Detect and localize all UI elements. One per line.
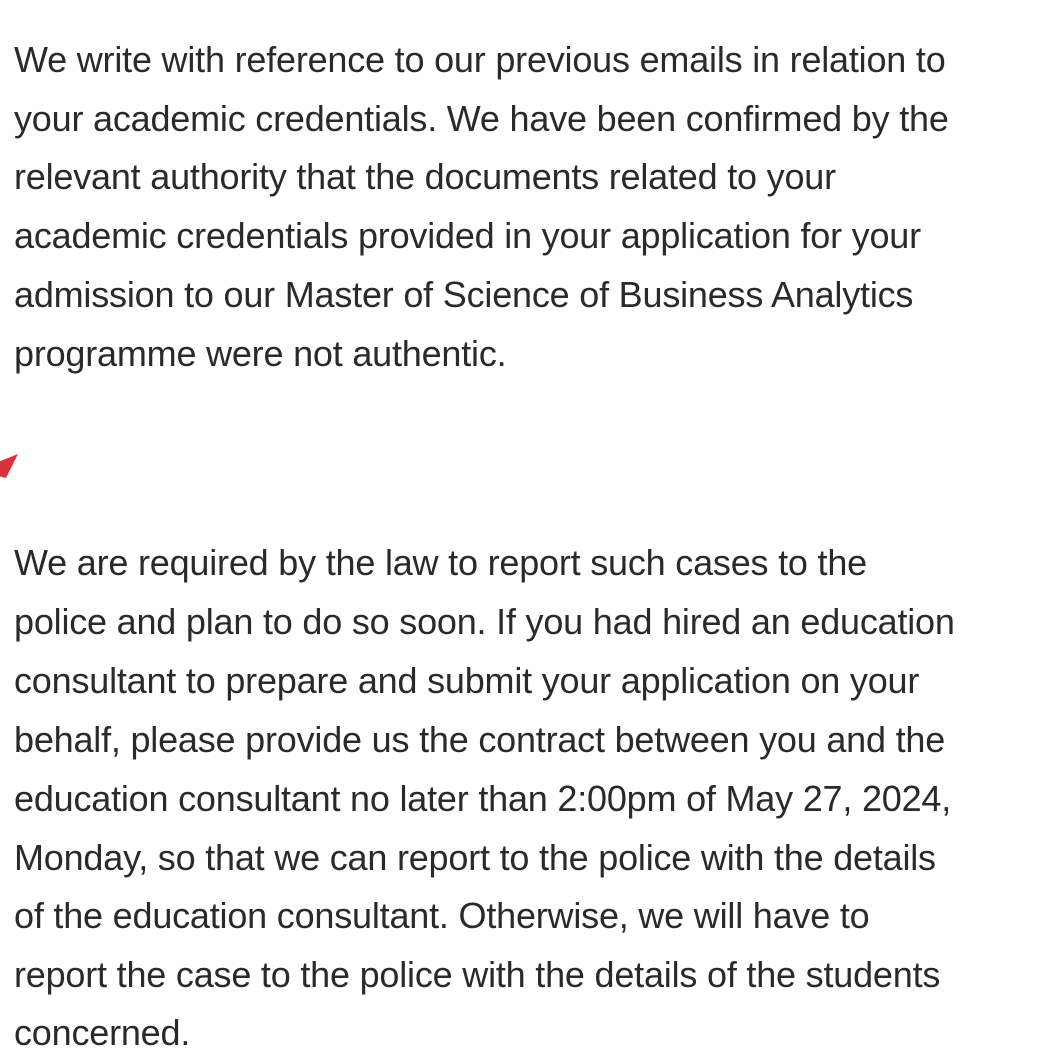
paragraph-line: behalf, please provide us the contract between you and the xyxy=(14,719,946,760)
paragraph-line: your academic credentials. We have been confirmed by the xyxy=(14,98,949,139)
paragraph-line: police and plan to do so soon. If you had hired an education xyxy=(14,601,955,642)
paragraph-line: consultant to prepare and submit your application on your xyxy=(14,660,920,701)
paragraph-line: programme were not authentic. xyxy=(14,333,507,374)
paragraph-line: of the education consultant. Otherwise, we will have to xyxy=(14,895,870,936)
paragraph-line: admission to our Master of Science of Business Analytics xyxy=(14,274,914,315)
paragraph-line: education consultant no later than 2:00pm of May 27, 2024, xyxy=(14,778,952,819)
paragraph-line: academic credentials provided in your application for your xyxy=(14,215,921,256)
paragraph-line: report the case to the police with the details of the students xyxy=(14,954,941,995)
paragraph-line: concerned. xyxy=(14,1012,191,1053)
paragraph-line: We write with reference to our previous emails in relation to xyxy=(14,39,946,80)
paragraph-line: relevant authority that the documents related to your xyxy=(14,156,836,197)
paragraph-line: We are required by the law to report such cases to the xyxy=(14,542,867,583)
red-annotation-mark-icon xyxy=(0,452,20,480)
paragraph-line: Monday, so that we can report to the police with the details xyxy=(14,837,936,878)
